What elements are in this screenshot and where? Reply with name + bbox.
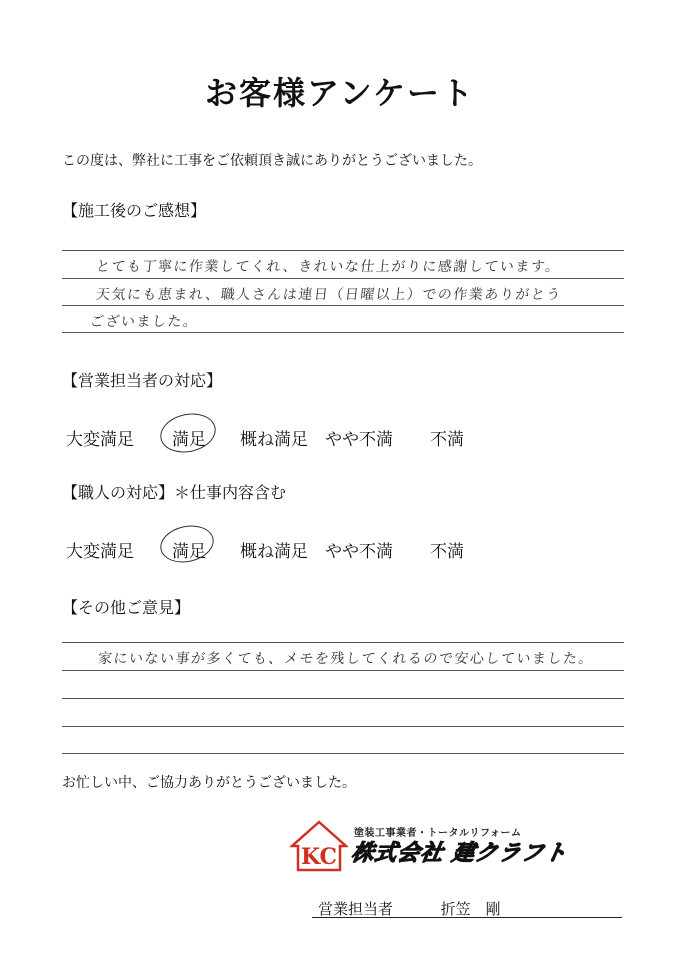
signature-underline [312, 917, 622, 918]
intro-text: この度は、弊社に工事をご依頼頂き誠にありがとうございました。 [62, 153, 482, 169]
impressions-heading: 【施工後のご感想】 [62, 201, 207, 220]
opinions-rule [62, 642, 624, 643]
signature-row [318, 898, 501, 919]
handwritten-opinion-line: 家にいない事が多くても、メモを残してくれるので安心していました。 [97, 651, 595, 667]
house-logo-icon [290, 820, 348, 872]
page-title: お客様アンケート [204, 74, 476, 112]
signature-label: 営業担当者 [318, 900, 394, 918]
rating-option-dissatisfied: 不満 [430, 430, 464, 450]
handwritten-impression-line: とても丁寧に作業してくれ、きれいな仕上がりに感謝しています。 [95, 259, 562, 275]
rating-option-satisfied: 満足 [172, 542, 206, 562]
rating-option-satisfied: 満足 [172, 430, 206, 450]
impressions-rule [62, 250, 624, 251]
other-opinions-heading: 【その他ご意見】 [62, 598, 191, 617]
rating-option-dissatisfied: 不満 [430, 542, 464, 562]
opinions-rule [62, 726, 624, 727]
rating-option-very-satisfied: 大変満足 [66, 542, 134, 562]
sales-response-heading: 【営業担当者の対応】 [62, 371, 223, 390]
handwritten-impression-line: 天気にも恵まれ、職人さんは連日（日曜以上）での作業ありがとう [95, 287, 563, 303]
handwritten-impression-line: ございました。 [89, 314, 200, 330]
rating-option-somewhat-dissatisfied: やや不満 [325, 430, 393, 450]
signature-name: 折笠 剛 [440, 900, 501, 918]
company-logo [290, 820, 620, 872]
selected-rating-circle [157, 521, 217, 567]
rating-option-mostly-satisfied: 概ね満足 [240, 430, 308, 450]
impressions-rule [62, 332, 624, 333]
logo-mark: KC [300, 844, 338, 870]
rating-option-somewhat-dissatisfied: やや不満 [325, 542, 393, 562]
company-tagline: 塗装工事業者・トータルリフォーム [354, 828, 522, 839]
impressions-rule [62, 278, 624, 279]
rating-option-mostly-satisfied: 概ね満足 [240, 542, 308, 562]
rating-option-very-satisfied: 大変満足 [66, 430, 134, 450]
selected-rating-circle [157, 409, 220, 458]
craftsman-response-heading: 【職人の対応】＊仕事内容含む [62, 483, 287, 502]
company-name: 株式会社 建クラフト [349, 841, 570, 866]
opinions-rule [62, 753, 624, 754]
closing-text: お忙しい中、ご協力ありがとうございました。 [62, 775, 356, 791]
opinions-rule [62, 698, 624, 699]
impressions-rule [62, 305, 624, 306]
opinions-rule [62, 670, 624, 671]
